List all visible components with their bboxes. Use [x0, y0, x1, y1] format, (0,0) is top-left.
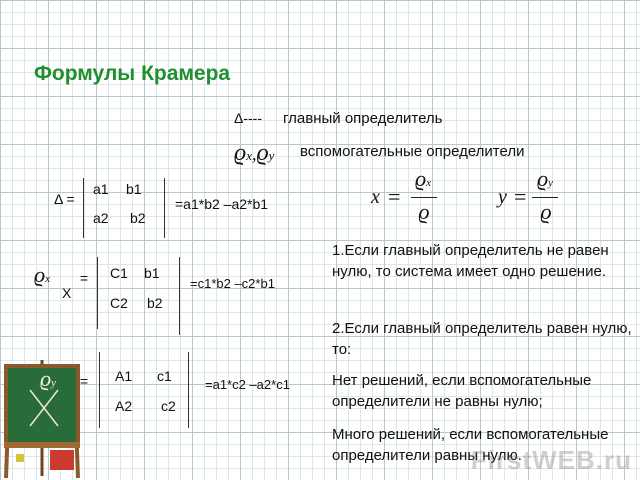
aux-determinant-symbols: ϱx,ϱy — [234, 140, 275, 166]
delta-right-bar — [164, 178, 165, 238]
formula-x-numerator: ϱx — [414, 166, 432, 191]
formula-x-eq: = — [388, 184, 401, 209]
delta-result: =a1*b2 –a2*b1 — [175, 196, 269, 212]
x-eq: = — [80, 270, 89, 286]
page-title: Формулы Крамера — [34, 62, 231, 85]
rule-no-solutions: Нет решений, если вспомогательные определители не равны нулю; — [332, 372, 592, 410]
rho-y-label: ϱy — [40, 366, 57, 391]
watermark: FirstWEB.ru — [470, 445, 632, 475]
delta-label: Δ = — [54, 191, 75, 207]
rule-two: 2.Если главный определитель равен нулю, то: — [332, 320, 632, 358]
y-cell: A1 — [115, 368, 133, 384]
x-cell: b2 — [147, 295, 163, 311]
y-eq: = — [80, 373, 89, 389]
delta-left-bar — [83, 178, 84, 238]
formula-y-denominator: ϱ — [540, 199, 552, 224]
aux-determinant-text: вспомогательные определители — [300, 143, 525, 160]
rule-many-solutions: Много решений, если вспомогательные определители равны нулю. — [332, 426, 609, 464]
rho-x-label: ϱx — [34, 262, 51, 287]
delta-cell: a1 — [93, 181, 109, 197]
formula-x-fraction-line — [411, 197, 437, 198]
x-label: X — [62, 285, 72, 301]
rho-x-symbol: ϱ — [234, 140, 247, 166]
formula-y-var: y — [498, 186, 507, 208]
y-right-bar — [188, 352, 189, 428]
delta-cell: b1 — [126, 181, 142, 197]
x-result: =c1*b2 –c2*b1 — [190, 276, 275, 291]
main-determinant-text: главный определитель — [283, 110, 443, 127]
x-cell: C1 — [110, 265, 128, 281]
formula-y-eq: = — [514, 184, 527, 209]
y-cell: c2 — [161, 398, 176, 414]
x-cell: b1 — [144, 265, 160, 281]
x-left-bar — [97, 257, 98, 329]
delta-cell: b2 — [130, 210, 146, 226]
main-determinant-symbol: Δ---- — [234, 110, 262, 126]
formula-y-fraction-line — [532, 197, 558, 198]
y-left-bar — [99, 352, 100, 428]
y-cell: c1 — [157, 368, 172, 384]
delta-cell: a2 — [93, 210, 109, 226]
y-result: =a1*c2 –a2*c1 — [205, 377, 290, 392]
x-cell: C2 — [110, 295, 128, 311]
rule-one: 1.Если главный определитель не равен нулю, то система имеет одно решение. — [332, 242, 609, 280]
formula-x-var: x — [371, 186, 380, 208]
y-cell: A2 — [115, 398, 133, 414]
x-right-bar — [179, 257, 180, 335]
formula-x-denominator: ϱ — [418, 199, 430, 224]
rho-y-symbol: ϱ — [256, 140, 269, 166]
formula-y-numerator: ϱy — [536, 166, 554, 191]
